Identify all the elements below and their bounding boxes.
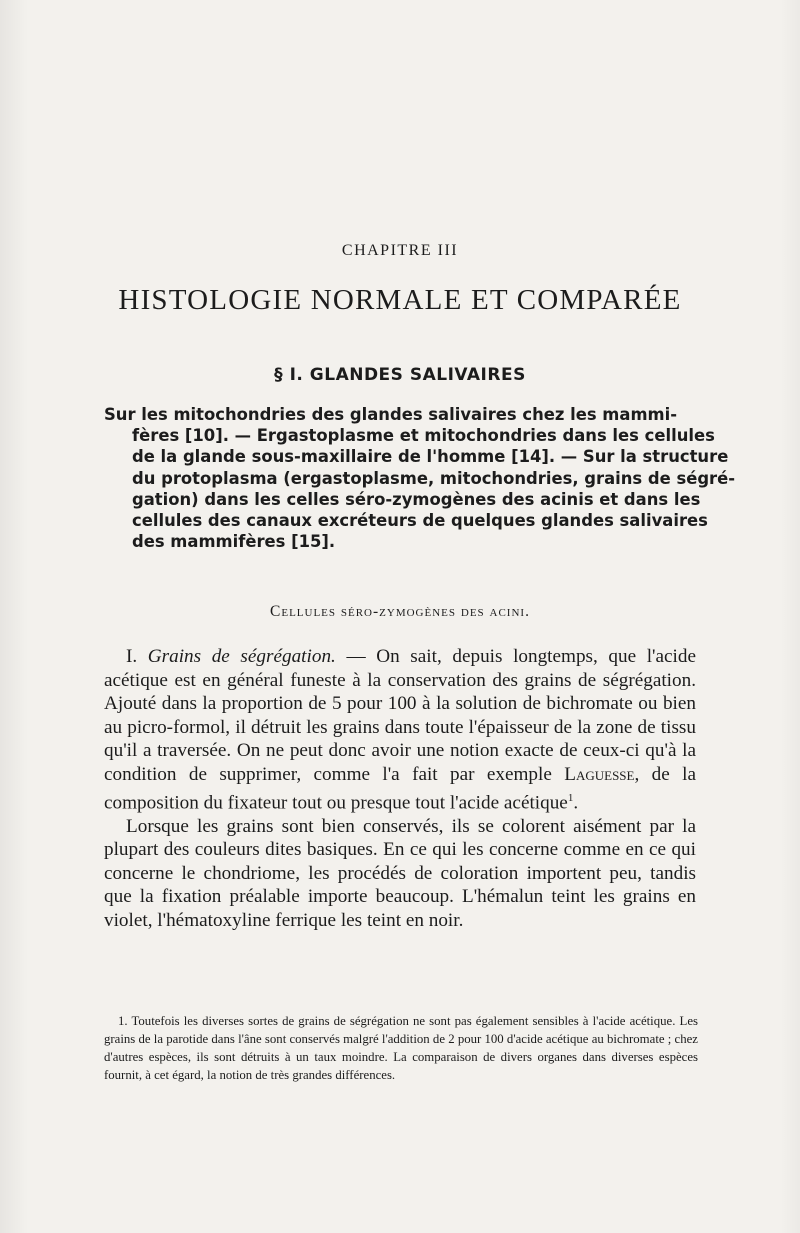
footnote-reference: 1 <box>567 791 574 804</box>
paragraph-text: . <box>573 791 579 813</box>
paragraph-text: — On sait, depuis longtemps, que l'acide acétique est en général funeste à la conservation des grains de ségrégation. Ajouté dans la proportion de 5 pour 100 à la solution de bichromate ou bien au picro-formol, il détruit les grains dans toute l'épaisseur de la zone de tissu qu'il a traversée. On ne peut donc avoir une notion exacte de ceux-ci qu'à la condition de supprimer, comme l'a fait par exemple <box>104 646 696 785</box>
section-heading: § I. GLANDES SALIVAIRES <box>274 365 526 385</box>
author-name: Laguesse <box>564 763 635 785</box>
summary-line: du protoplasma (ergastoplasme, mitochondries, grains de ségré- <box>132 468 736 488</box>
paragraph-text: , de la composition du fixateur tout ou presque tout l'acide acétique <box>104 763 696 813</box>
paragraph-number: I. <box>126 646 148 667</box>
paragraph <box>104 645 696 815</box>
paragraph: Lorsque les grains sont bien conservés, ils se colorent aisément par la plupart des couleurs dites basiques. En ce qui les concerne comme en ce qui concerne le chondriome, les procédés de coloration importent peu, tandis que la fixation préalable importe beaucoup. L'hémalun teint les grains en violet, l'hématoxyline ferrique les teint en noir. <box>104 815 696 931</box>
summary-line: fères [10]. — Ergastoplasme et mitochondries dans les cellules <box>132 426 715 446</box>
summary-line: de la glande sous-maxillaire de l'homme [14]. — Sur la structure <box>132 447 729 467</box>
subsection-heading: Cellules séro-zymogènes des acini. <box>270 603 530 620</box>
body-text <box>104 645 696 933</box>
chapter-title: HISTOLOGIE NORMALE ET COMPARÉE <box>118 284 682 316</box>
summary-line: gation) dans les celles séro-zymogènes des acinis et dans les <box>132 489 701 509</box>
footnote: 1. Toutefois les diverses sortes de grains de ségrégation ne sont pas également sensibles à l'acide acétique. Les grains de la parotide dans l'âne sont conservés malgré l'addition de 2 pour 100 d'acide acétique au bichromate ; chez d'autres espèces, ils sont détruits à un taux moindre. La comparaison de divers organes dans diverses espèces fournit, à cet égard, la notion de très grandes différences. <box>104 1014 698 1082</box>
summary-line: Sur les mitochondries des glandes salivaires chez les mammi- <box>104 405 678 424</box>
section-summary <box>104 404 736 552</box>
summary-line: des mammifères [15]. <box>132 532 336 552</box>
summary-line: cellules des canaux excréteurs de quelques glandes salivaires <box>132 511 708 531</box>
footnotes <box>104 1012 698 1084</box>
chapter-label: CHAPITRE III <box>341 242 459 259</box>
paragraph-heading: Grains de ségrégation. <box>147 646 336 667</box>
